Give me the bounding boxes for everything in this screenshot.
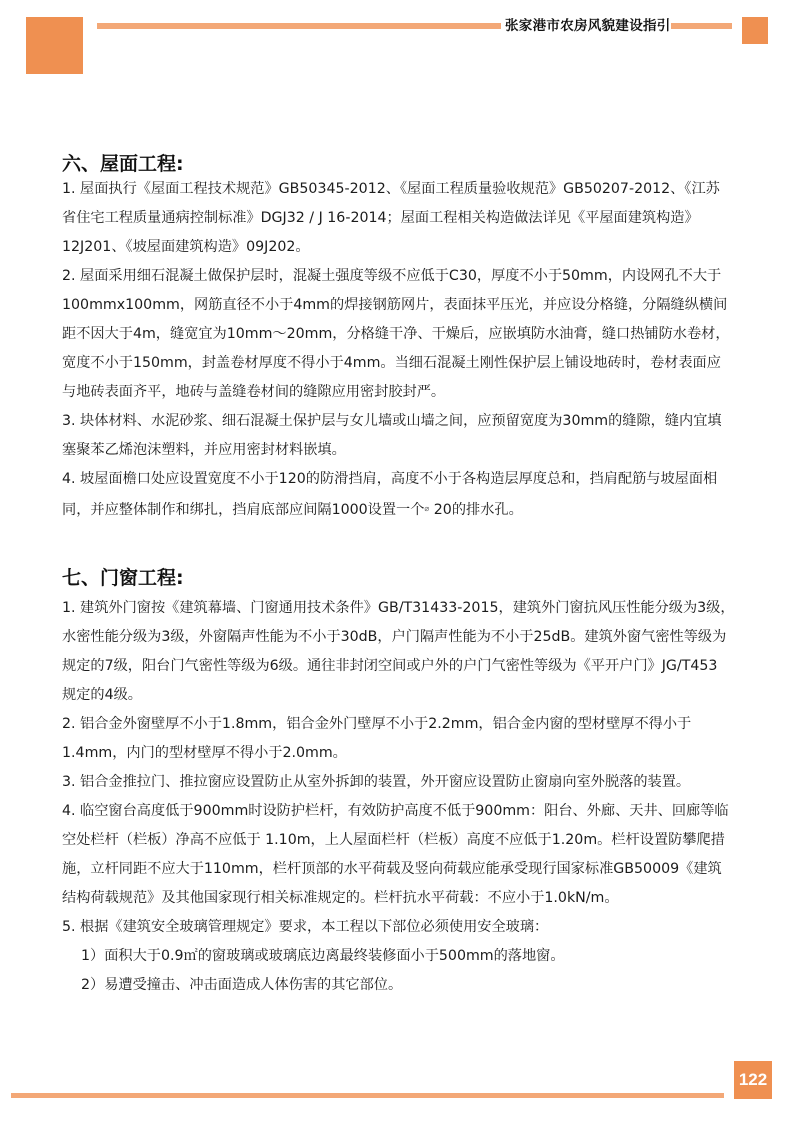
- text-line: 规定的7级，阳台门气密性等级为6级。通往非封闭空间或户外的户门气密性等级为《平开户门》JG/T453: [62, 658, 718, 674]
- text-line: 施，立杆同距不应大于110mm，栏杆顶部的水平荷载及竖向荷载应能承受现行国家标准GB50009《建筑: [62, 861, 722, 877]
- sub-item: 2）易遭受撞击、冲击面造成人体伤害的其它部位。: [81, 977, 403, 993]
- text-line: 3. 铝合金推拉门、推拉窗应设置防止从室外拆卸的装置，外开窗应设置防止窗扇向室外脱落的装置。: [62, 774, 691, 790]
- roof-item-3: [62, 407, 742, 465]
- header-rule-left-continued: [331, 23, 501, 29]
- text-line: 塞聚苯乙烯泡沫塑料，并应用密封材料嵌填。: [62, 442, 346, 458]
- text-line: 省住宅工程质量通病控制标准》DGJ32 / J 16-2014；屋面工程相关构造做法详见《平屋面建筑构造》: [62, 210, 699, 226]
- roof-item-2: [62, 262, 742, 407]
- text-line: 1. 建筑外门窗按《建筑幕墙、门窗通用技术条件》GB/T31433-2015，建筑外门窗抗风压性能分级为3级，: [62, 600, 735, 616]
- header-rule-left: [97, 23, 331, 29]
- door-window-item-3: [62, 768, 742, 797]
- header-accent-square-right: [742, 17, 768, 44]
- text-line: 宽度不小于150mm，封盖卷材厚度不得小于4mm。当细石混凝土刚性保护层上铺设地砖时，卷材表面应: [62, 355, 721, 371]
- header-accent-square-left: [26, 17, 83, 74]
- diameter-icon: ⌀: [424, 504, 430, 513]
- door-window-item-1: [62, 594, 742, 710]
- text-line: 距不因大于4m，缝宽宜为10mm～20mm，分格缝干净、干燥后，应嵌填防水油膏，缝口热铺防水卷材，: [62, 326, 730, 342]
- text-line: [62, 494, 742, 523]
- text-line: 100mmx100mm，网筋直径不小于4mm的焊接钢筋网片，表面抹平压光，并应设分格缝，分隔缝纵横间: [62, 297, 728, 313]
- text-line: 12J201、《坡屋面建筑构造》09J202。: [62, 239, 310, 255]
- text-line: 规定的4级。: [62, 687, 142, 703]
- door-window-item-4: [62, 797, 742, 913]
- page-number: 122: [734, 1061, 772, 1099]
- footer-rule: [11, 1093, 724, 1098]
- section-heading-roof: 六、屋面工程:: [62, 153, 184, 175]
- door-window-item-5: [62, 913, 742, 1000]
- roof-item-1: [62, 175, 742, 262]
- roof-item-4: [62, 465, 742, 523]
- text-line: 1. 屋面执行《屋面工程技术规范》GB50345-2012、《屋面工程质量验收规范》GB50207-2012、《江苏: [62, 181, 720, 197]
- door-window-item-2: [62, 710, 742, 768]
- section-heading-doors-windows: 七、门窗工程:: [62, 567, 184, 589]
- text-line: 与地砖表面齐平，地砖与盖缝卷材间的缝隙应用密封胶封严。: [62, 384, 446, 400]
- text-segment: 20的排水孔。: [429, 502, 523, 518]
- text-segment: 同，并应整体制作和绑扎，挡肩底部应间隔1000设置一个: [62, 502, 425, 518]
- sub-item: 1）面积大于0.9㎡的窗玻璃或玻璃底边离最终装修面小于500mm的落地窗。: [81, 948, 565, 964]
- text-line: 水密性能分级为3级，外窗隔声性能为不小于30dB，户门隔声性能为不小于25dB。建筑外窗气密性等级为: [62, 629, 727, 645]
- text-line: 4. 临空窗台高度低于900mm时设防护栏杆，有效防护高度不低于900mm：阳台、外廊、天井、回廊等临: [62, 803, 729, 819]
- text-line: 结构荷载规范》及其他国家现行相关标准规定的。栏杆抗水平荷载：不应小于1.0kN/m。: [62, 890, 619, 906]
- text-line: 5. 根据《建筑安全玻璃管理规定》要求，本工程以下部位必须使用安全玻璃：: [62, 919, 549, 935]
- text-line: 空处栏杆（栏板）净高不应低于 1.10m，上人屋面栏杆（栏板）高度不应低于1.20m。栏杆设置防攀爬措: [62, 832, 725, 848]
- text-line: 1.4mm，内门的型材壁厚不得小于2.0mm。: [62, 745, 347, 761]
- text-line: 2. 铝合金外窗壁厚不小于1.8mm，铝合金外门壁厚不小于2.2mm，铝合金内窗的型材壁厚不得小于: [62, 716, 692, 732]
- header-rule-right: [671, 23, 732, 29]
- text-line: 3. 块体材料、水泥砂浆、细石混凝土保护层与女儿墙或山墙之间，应预留宽度为30mm的缝隙，缝内宜填: [62, 413, 722, 429]
- text-line: 2. 屋面采用细石混凝土做保护层时，混凝土强度等级不应低于C30，厚度不小于50mm，内设网孔不大于: [62, 268, 722, 284]
- header-title: 张家港市农房风貌建设指引: [505, 18, 671, 34]
- text-line: 4. 坡屋面檐口处应设置宽度不小于120的防滑挡肩，高度不小于各构造层厚度总和，挡肩配筋与坡屋面相: [62, 471, 718, 487]
